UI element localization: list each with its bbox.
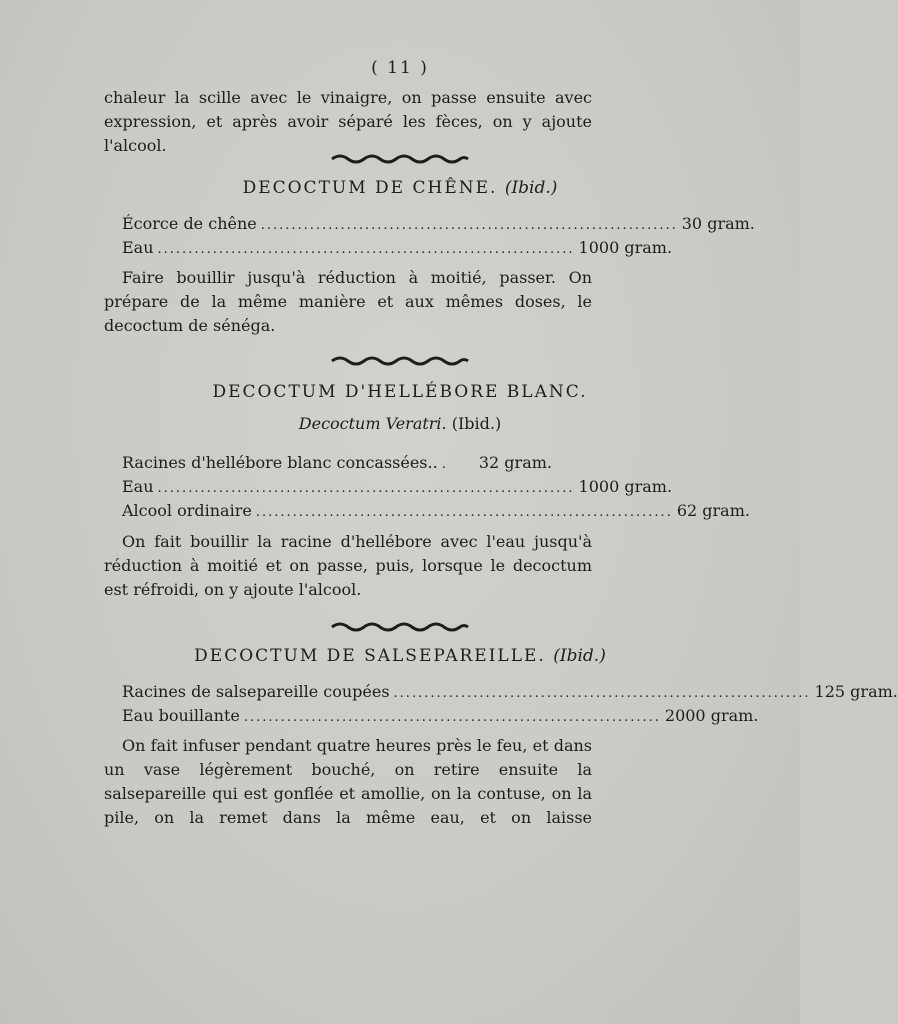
ingredient-row bbox=[122, 680, 898, 704]
ingredient-row bbox=[122, 212, 755, 236]
ingredient-name: Alcool ordinaire bbox=[122, 501, 252, 520]
ingredient-name: Écorce de chêne bbox=[122, 214, 257, 233]
section-title-text: DECOCTUM DE SALSEPAREILLE. bbox=[194, 646, 546, 666]
ingredient-row bbox=[122, 475, 673, 499]
ingredient-row bbox=[122, 236, 673, 260]
ingredient-qty: 62 gram. bbox=[676, 501, 750, 520]
leader-dots: .................................................................... bbox=[157, 481, 575, 496]
section-title-salsepareille bbox=[0, 646, 800, 666]
section-title-text: DECOCTUM D'HELLÉBORE BLANC. bbox=[212, 382, 588, 402]
leader-dots: .................................................................... bbox=[243, 710, 661, 725]
ingredient-qty: 30 gram. bbox=[681, 214, 755, 233]
wave-ornament-icon bbox=[330, 621, 470, 633]
section-text-block bbox=[104, 530, 592, 602]
leader-dots: .................................................................... bbox=[255, 505, 673, 520]
section-title-text: DECOCTUM DE CHÊNE. bbox=[242, 178, 498, 198]
ingredient-row bbox=[122, 499, 750, 523]
section-paragraph: On fait bouillir la racine d'hellébore avec l'eau jusqu'à réduction à moitié et on passe, puis, lorsque le decoctum est réfroidi, on y ajoute l'alcool. bbox=[104, 532, 592, 599]
section-source: (Ibid.) bbox=[553, 646, 606, 666]
subtitle-source: (Ibid.) bbox=[451, 414, 502, 433]
section-paragraph: On fait infuser pendant quatre heures près le feu, et dans un vase légèrement bouché, on retire ensuite la salsepareille qui est gonflée et amollie, on la contuse, on la pile, on la remet dans la même eau, et on laisse bbox=[104, 736, 592, 827]
ingredient-name: Eau bbox=[122, 238, 154, 257]
leader-dots: . bbox=[441, 457, 448, 472]
section-paragraph: Faire bouillir jusqu'à réduction à moitié, passer. On prépare de la même manière et aux mêmes doses, le decoctum de sénéga. bbox=[104, 268, 592, 335]
ingredient-name: Eau bouillante bbox=[122, 706, 240, 725]
wave-ornament-icon bbox=[330, 153, 470, 165]
ingredient-qty: 1000 gram. bbox=[578, 238, 673, 257]
section-text-block bbox=[104, 266, 592, 338]
section-title-hellebore bbox=[0, 382, 800, 402]
leader-dots: .................................................................... bbox=[393, 686, 811, 701]
wave-ornament-icon bbox=[330, 355, 470, 367]
leader-dots: .................................................................... bbox=[260, 218, 678, 233]
page-number: ( 11 ) bbox=[371, 58, 429, 78]
ingredient-qty: 125 gram. bbox=[814, 682, 898, 701]
ingredient-name: Racines d'hellébore blanc concassées.. bbox=[122, 453, 438, 472]
section-source: (Ibid.) bbox=[504, 178, 558, 198]
ornament-divider bbox=[0, 150, 800, 169]
section-title-chene bbox=[0, 178, 800, 198]
ingredient-name: Eau bbox=[122, 477, 154, 496]
ingredient-qty: 32 gram. bbox=[478, 453, 552, 472]
ornament-divider bbox=[0, 618, 800, 637]
ingredient-row bbox=[122, 451, 552, 475]
subtitle-latin: Decoctum Veratri. bbox=[298, 414, 447, 433]
intro-paragraph-block bbox=[104, 86, 592, 158]
ingredient-qty: 1000 gram. bbox=[578, 477, 673, 496]
section-subtitle bbox=[0, 414, 800, 433]
ingredient-qty: 2000 gram. bbox=[664, 706, 759, 725]
section-text-block bbox=[104, 734, 592, 830]
leader-dots: .................................................................... bbox=[157, 242, 575, 257]
ingredient-name: Racines de salsepareille coupées bbox=[122, 682, 390, 701]
ingredient-row bbox=[122, 704, 759, 728]
ornament-divider bbox=[0, 352, 800, 371]
intro-paragraph: chaleur la scille avec le vinaigre, on passe ensuite avec expression, et après avoir séparé les fèces, on y ajoute l'alcool. bbox=[104, 88, 592, 155]
